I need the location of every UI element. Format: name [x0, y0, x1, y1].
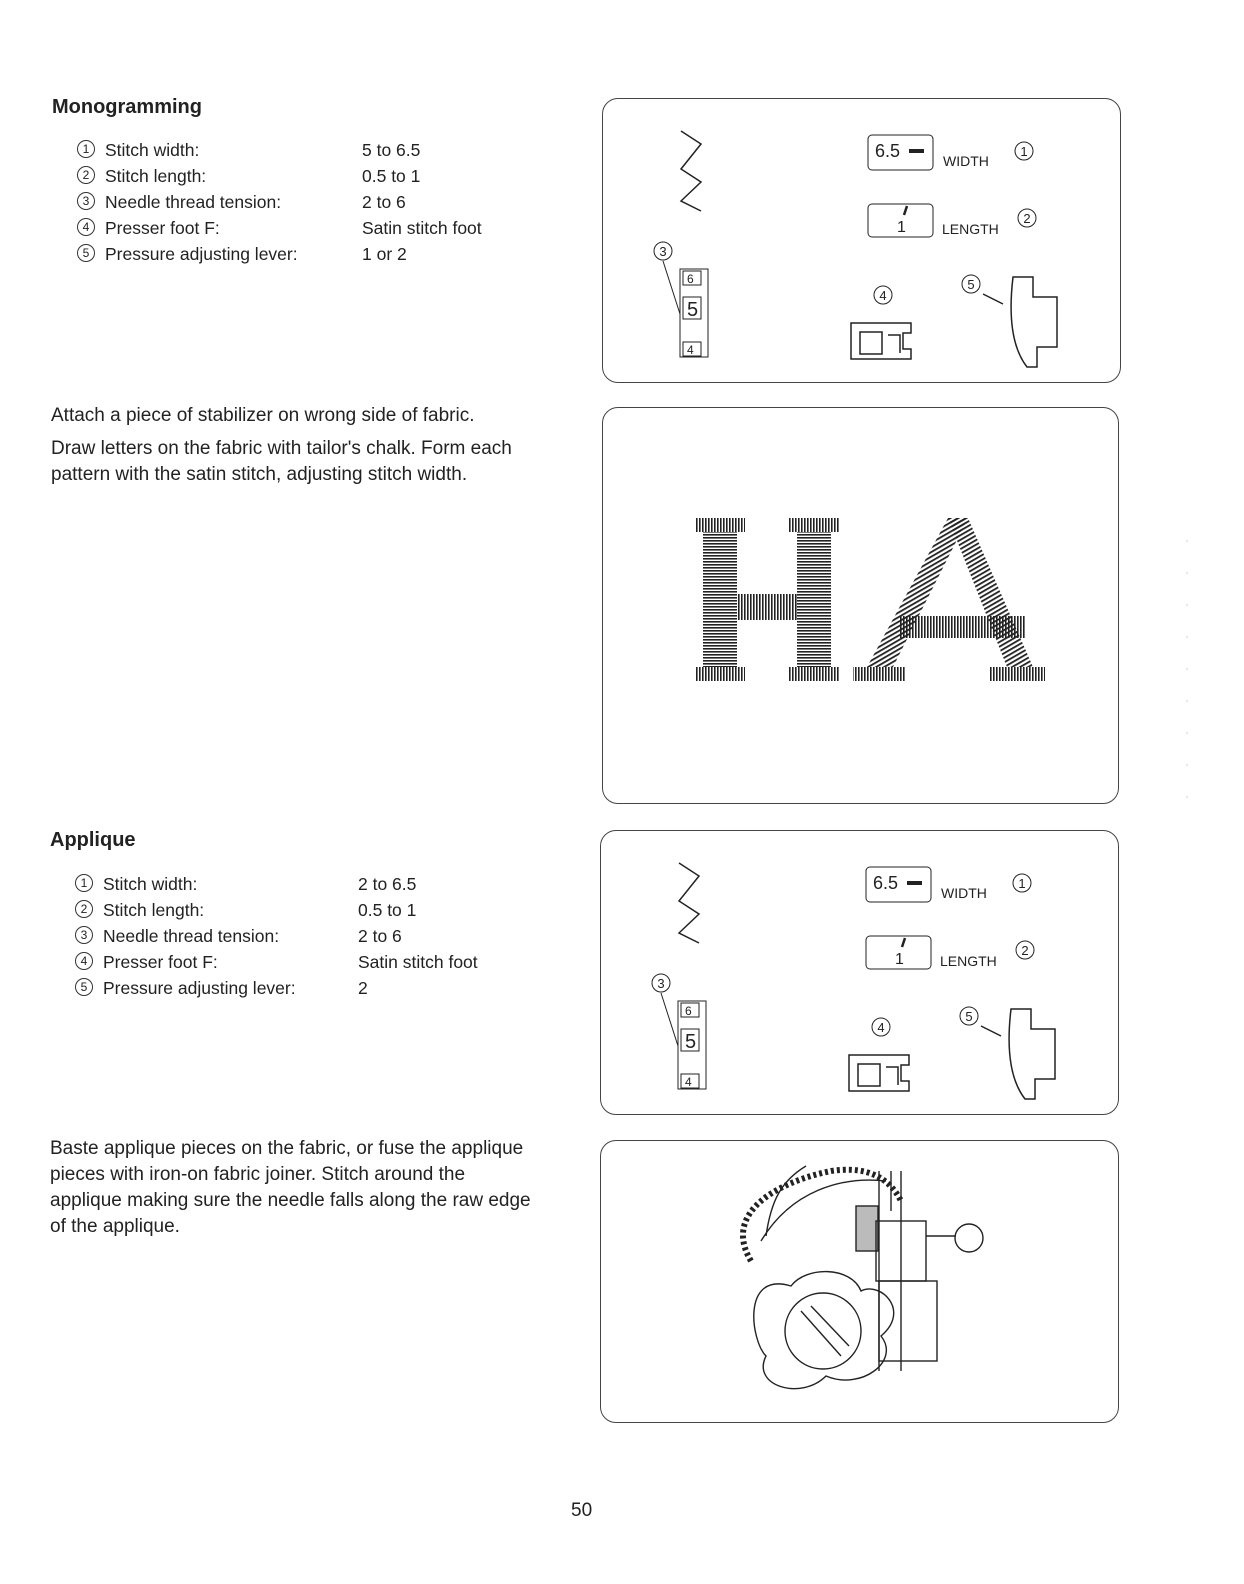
length-marker-icon [902, 938, 905, 947]
setting-label: Pressure adjusting lever: [105, 244, 298, 264]
monogramming-instruction-2: Draw letters on the fabric with tailor's chalk. Form each pattern with the satin stitch, adjusting stitch width. [51, 438, 512, 485]
circled-number [77, 192, 95, 210]
circled-number-5: 5 [77, 244, 95, 262]
setting-label: Stitch length: [105, 166, 207, 186]
circled-number [77, 166, 95, 184]
setting-label: Presser foot F: [105, 218, 220, 238]
setting-label: Stitch width: [105, 140, 200, 160]
tension-value-6: 6 [685, 1004, 692, 1018]
applique-settings-panel [600, 830, 1119, 1115]
presser-foot-f-icon [851, 323, 911, 359]
letter-h [695, 518, 839, 681]
circled-number-3: 3 [77, 192, 95, 210]
scan-margin-marks [1186, 540, 1188, 820]
applique-sewing-illustration [601, 1141, 1118, 1422]
monogramming-settings-list [77, 140, 557, 270]
callout-pressure-lever: 5 [967, 277, 975, 292]
settings-row [77, 140, 557, 166]
monogram-sample-panel [602, 407, 1119, 804]
settings-row [75, 978, 555, 1004]
tension-value-5: 5 [687, 299, 699, 321]
length-label: LENGTH [940, 953, 997, 969]
circled-number-3: 3 [75, 926, 93, 944]
setting-label: Needle thread tension: [103, 926, 280, 946]
pressure-lever-icon [983, 277, 1057, 367]
callout-pressure-lever: 5 [965, 1009, 973, 1024]
width-display-value: 6.5 [873, 873, 899, 893]
pressure-lever-icon [981, 1009, 1055, 1099]
circled-number [77, 140, 95, 158]
settings-row [77, 218, 557, 244]
settings-row [75, 952, 555, 978]
tension-value-6: 6 [687, 272, 694, 286]
circled-number-2: 2 [75, 900, 93, 918]
callout-length: 2 [1021, 943, 1029, 958]
settings-row [77, 244, 557, 270]
circled-number-2: 2 [77, 166, 95, 184]
setting-label: Pressure adjusting lever: [103, 978, 296, 998]
applique-sewing-panel [600, 1140, 1119, 1423]
zigzag-stitch-icon [679, 863, 699, 943]
applique-settings-list [75, 874, 555, 1004]
length-display-value: 1 [895, 951, 904, 968]
section-heading-monogramming: Monogramming [52, 96, 202, 118]
width-marker-icon [909, 149, 924, 153]
width-label: WIDTH [941, 885, 987, 901]
circled-number [75, 900, 93, 918]
setting-value: 2 to 6 [358, 926, 402, 946]
length-marker-icon [904, 206, 907, 215]
tension-value-4: 4 [687, 343, 694, 357]
length-label: LENGTH [942, 221, 999, 237]
length-display-value: 1 [897, 219, 906, 236]
letter-a [853, 518, 1045, 681]
settings-diagram [601, 831, 1118, 1114]
setting-value: 0.5 to 1 [362, 166, 421, 186]
circled-number [75, 952, 93, 970]
setting-value: 2 to 6 [362, 192, 406, 212]
circled-number [77, 218, 95, 236]
callout-tension: 3 [659, 244, 667, 259]
circled-number [75, 874, 93, 892]
setting-label: Presser foot F: [103, 952, 218, 972]
width-marker-icon [907, 881, 922, 885]
circled-number [75, 978, 93, 996]
settings-row [75, 874, 555, 900]
width-label: WIDTH [943, 153, 989, 169]
monogramming-instruction-1: Attach a piece of stabilizer on wrong side of fabric. [51, 405, 475, 426]
tension-value-5: 5 [685, 1031, 697, 1053]
tension-pointer-line [661, 993, 678, 1046]
settings-row [75, 900, 555, 926]
width-display-value: 6.5 [875, 141, 901, 161]
circled-number [77, 244, 95, 262]
monogramming-settings-panel [602, 98, 1121, 383]
circled-number [75, 926, 93, 944]
settings-row [77, 166, 557, 192]
tension-pointer-line [663, 261, 680, 314]
settings-row [75, 926, 555, 952]
setting-label: Stitch width: [103, 874, 198, 894]
callout-tension: 3 [657, 976, 665, 991]
zigzag-stitch-icon [681, 131, 701, 211]
settings-row [77, 192, 557, 218]
callout-presser-foot: 4 [879, 288, 887, 303]
presser-foot-f-icon [849, 1055, 909, 1091]
section-heading-applique: Applique [50, 829, 136, 851]
setting-value: 1 or 2 [362, 244, 407, 264]
setting-label: Stitch length: [103, 900, 205, 920]
circled-number-5: 5 [75, 978, 93, 996]
circled-number-1: 1 [75, 874, 93, 892]
setting-value: 5 to 6.5 [362, 140, 421, 160]
circled-number-1: 1 [77, 140, 95, 158]
setting-value: 0.5 to 1 [358, 900, 417, 920]
callout-presser-foot: 4 [877, 1020, 885, 1035]
callout-width: 1 [1018, 876, 1026, 891]
setting-value: Satin stitch foot [362, 218, 482, 238]
setting-label: Needle thread tension: [105, 192, 282, 212]
page-number: 50 [571, 1500, 593, 1521]
tension-value-4: 4 [685, 1075, 692, 1089]
callout-width: 1 [1020, 144, 1028, 159]
circled-number-4: 4 [77, 218, 95, 236]
satin-stitch-letters-illustration [603, 408, 1118, 803]
setting-value: 2 to 6.5 [358, 874, 417, 894]
settings-diagram [603, 99, 1120, 382]
setting-value: 2 [358, 978, 368, 998]
applique-instruction: Baste applique pieces on the fabric, or fuse the applique pieces with iron-on fabric joiner. Stitch around the applique making sure the needle falls along the raw edge of the applique. [50, 1138, 531, 1237]
setting-value: Satin stitch foot [358, 952, 478, 972]
callout-length: 2 [1023, 211, 1031, 226]
circled-number-4: 4 [75, 952, 93, 970]
